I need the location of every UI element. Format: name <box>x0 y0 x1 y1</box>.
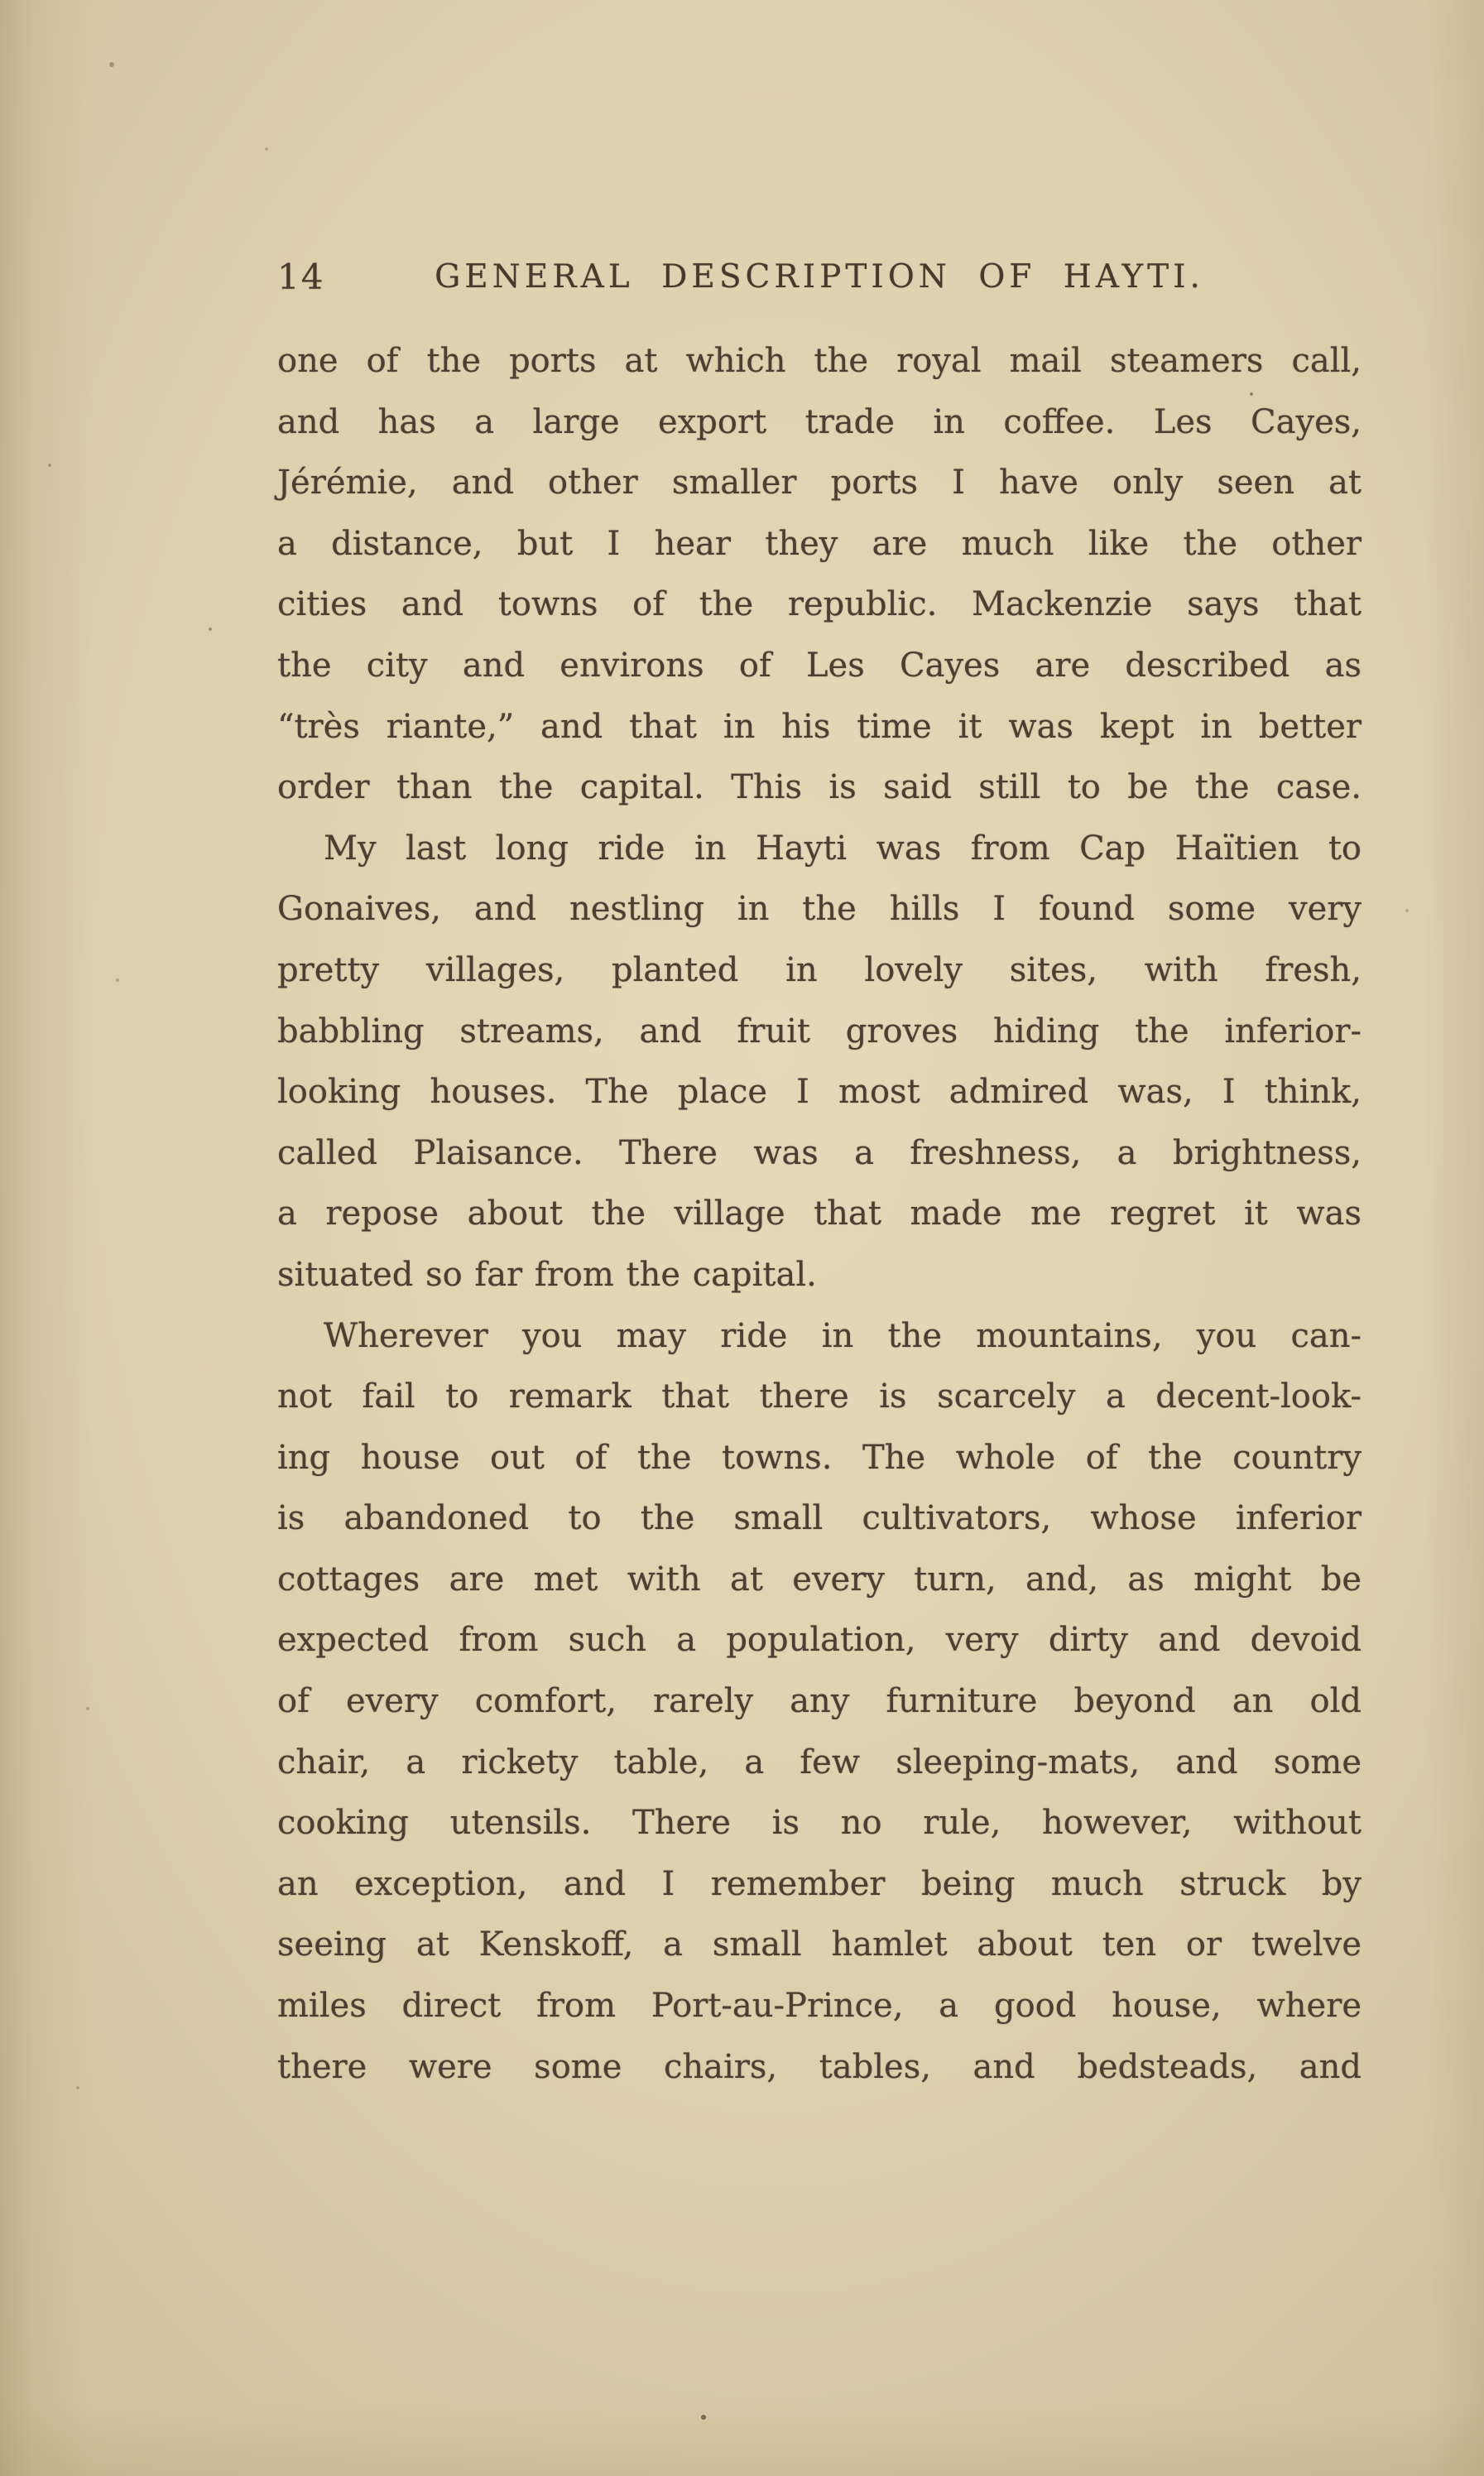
paragraph <box>277 331 1362 819</box>
text-line: is abandoned to the small cultivators, whose inferior <box>277 1499 1362 1538</box>
text-line: a repose about the village that made me regret it was <box>277 1195 1362 1233</box>
text-line: called Plaisance. There was a freshness, a brightness, <box>277 1133 1362 1172</box>
text-line: “très riante,” and that in his time it was kept in better <box>277 707 1362 746</box>
text-line: cities and towns of the republic. Mackenzie says that <box>277 585 1362 624</box>
running-title: GENERAL DESCRIPTION OF HAYTI. <box>435 258 1204 296</box>
running-header <box>277 255 1362 305</box>
text-line: miles direct from Port-au-Prince, a good house, where <box>277 1987 1362 2026</box>
text-line: expected from such a population, very dirty and devoid <box>277 1621 1362 1660</box>
text-line: babbling streams, and fruit groves hiding the inferior- <box>277 1012 1362 1050</box>
text-line: order than the capital. This is said still to be the case. <box>277 768 1362 807</box>
text-line: the city and environs of Les Cayes are described as <box>277 646 1362 685</box>
text-line: there were some chairs, tables, and bedsteads, and <box>277 2047 1362 2086</box>
text-line: of every comfort, rarely any furniture beyond an old <box>277 1682 1362 1721</box>
text-line: one of the ports at which the royal mail steamers call, <box>277 342 1362 380</box>
text-line: situated so far from the capital. <box>277 1255 817 1294</box>
text-line: and has a large export trade in coffee. Les Cayes, <box>277 402 1362 441</box>
paragraph <box>277 1306 1362 2099</box>
text-line: Gonaives, and nestling in the hills I found some very <box>277 890 1362 929</box>
text-line: not fail to remark that there is scarcely a decent-look- <box>277 1377 1362 1416</box>
text-line: seeing at Kenskoff, a small hamlet about ten or twelve <box>277 1926 1362 1964</box>
paper-specks <box>0 0 3 3</box>
text-block <box>277 331 1362 2098</box>
text-line: an exception, and I remember being much struck by <box>277 1864 1362 1903</box>
text-line: My last long ride in Hayti was from Cap Haïtien to <box>324 829 1362 868</box>
text-line: cottages are met with at every turn, and, as might be <box>277 1560 1362 1599</box>
text-line: ing house out of the towns. The whole of the country <box>277 1438 1362 1477</box>
text-line: cooking utensils. There is no rule, however, without <box>277 1804 1362 1843</box>
text-line: Jérémie, and other smaller ports I have only seen at <box>277 464 1362 502</box>
text-line: looking houses. The place I most admired was, I think, <box>277 1073 1362 1112</box>
paragraph <box>277 819 1362 1306</box>
text-line: pretty villages, planted in lovely sites, with fresh, <box>277 950 1362 989</box>
page-number: 14 <box>277 257 325 297</box>
text-line: chair, a rickety table, a few sleeping-mats, and some <box>277 1743 1362 1781</box>
text-line: Wherever you may ride in the mountains, you can- <box>324 1316 1362 1355</box>
text-line: a distance, but I hear they are much like the other <box>277 524 1362 563</box>
